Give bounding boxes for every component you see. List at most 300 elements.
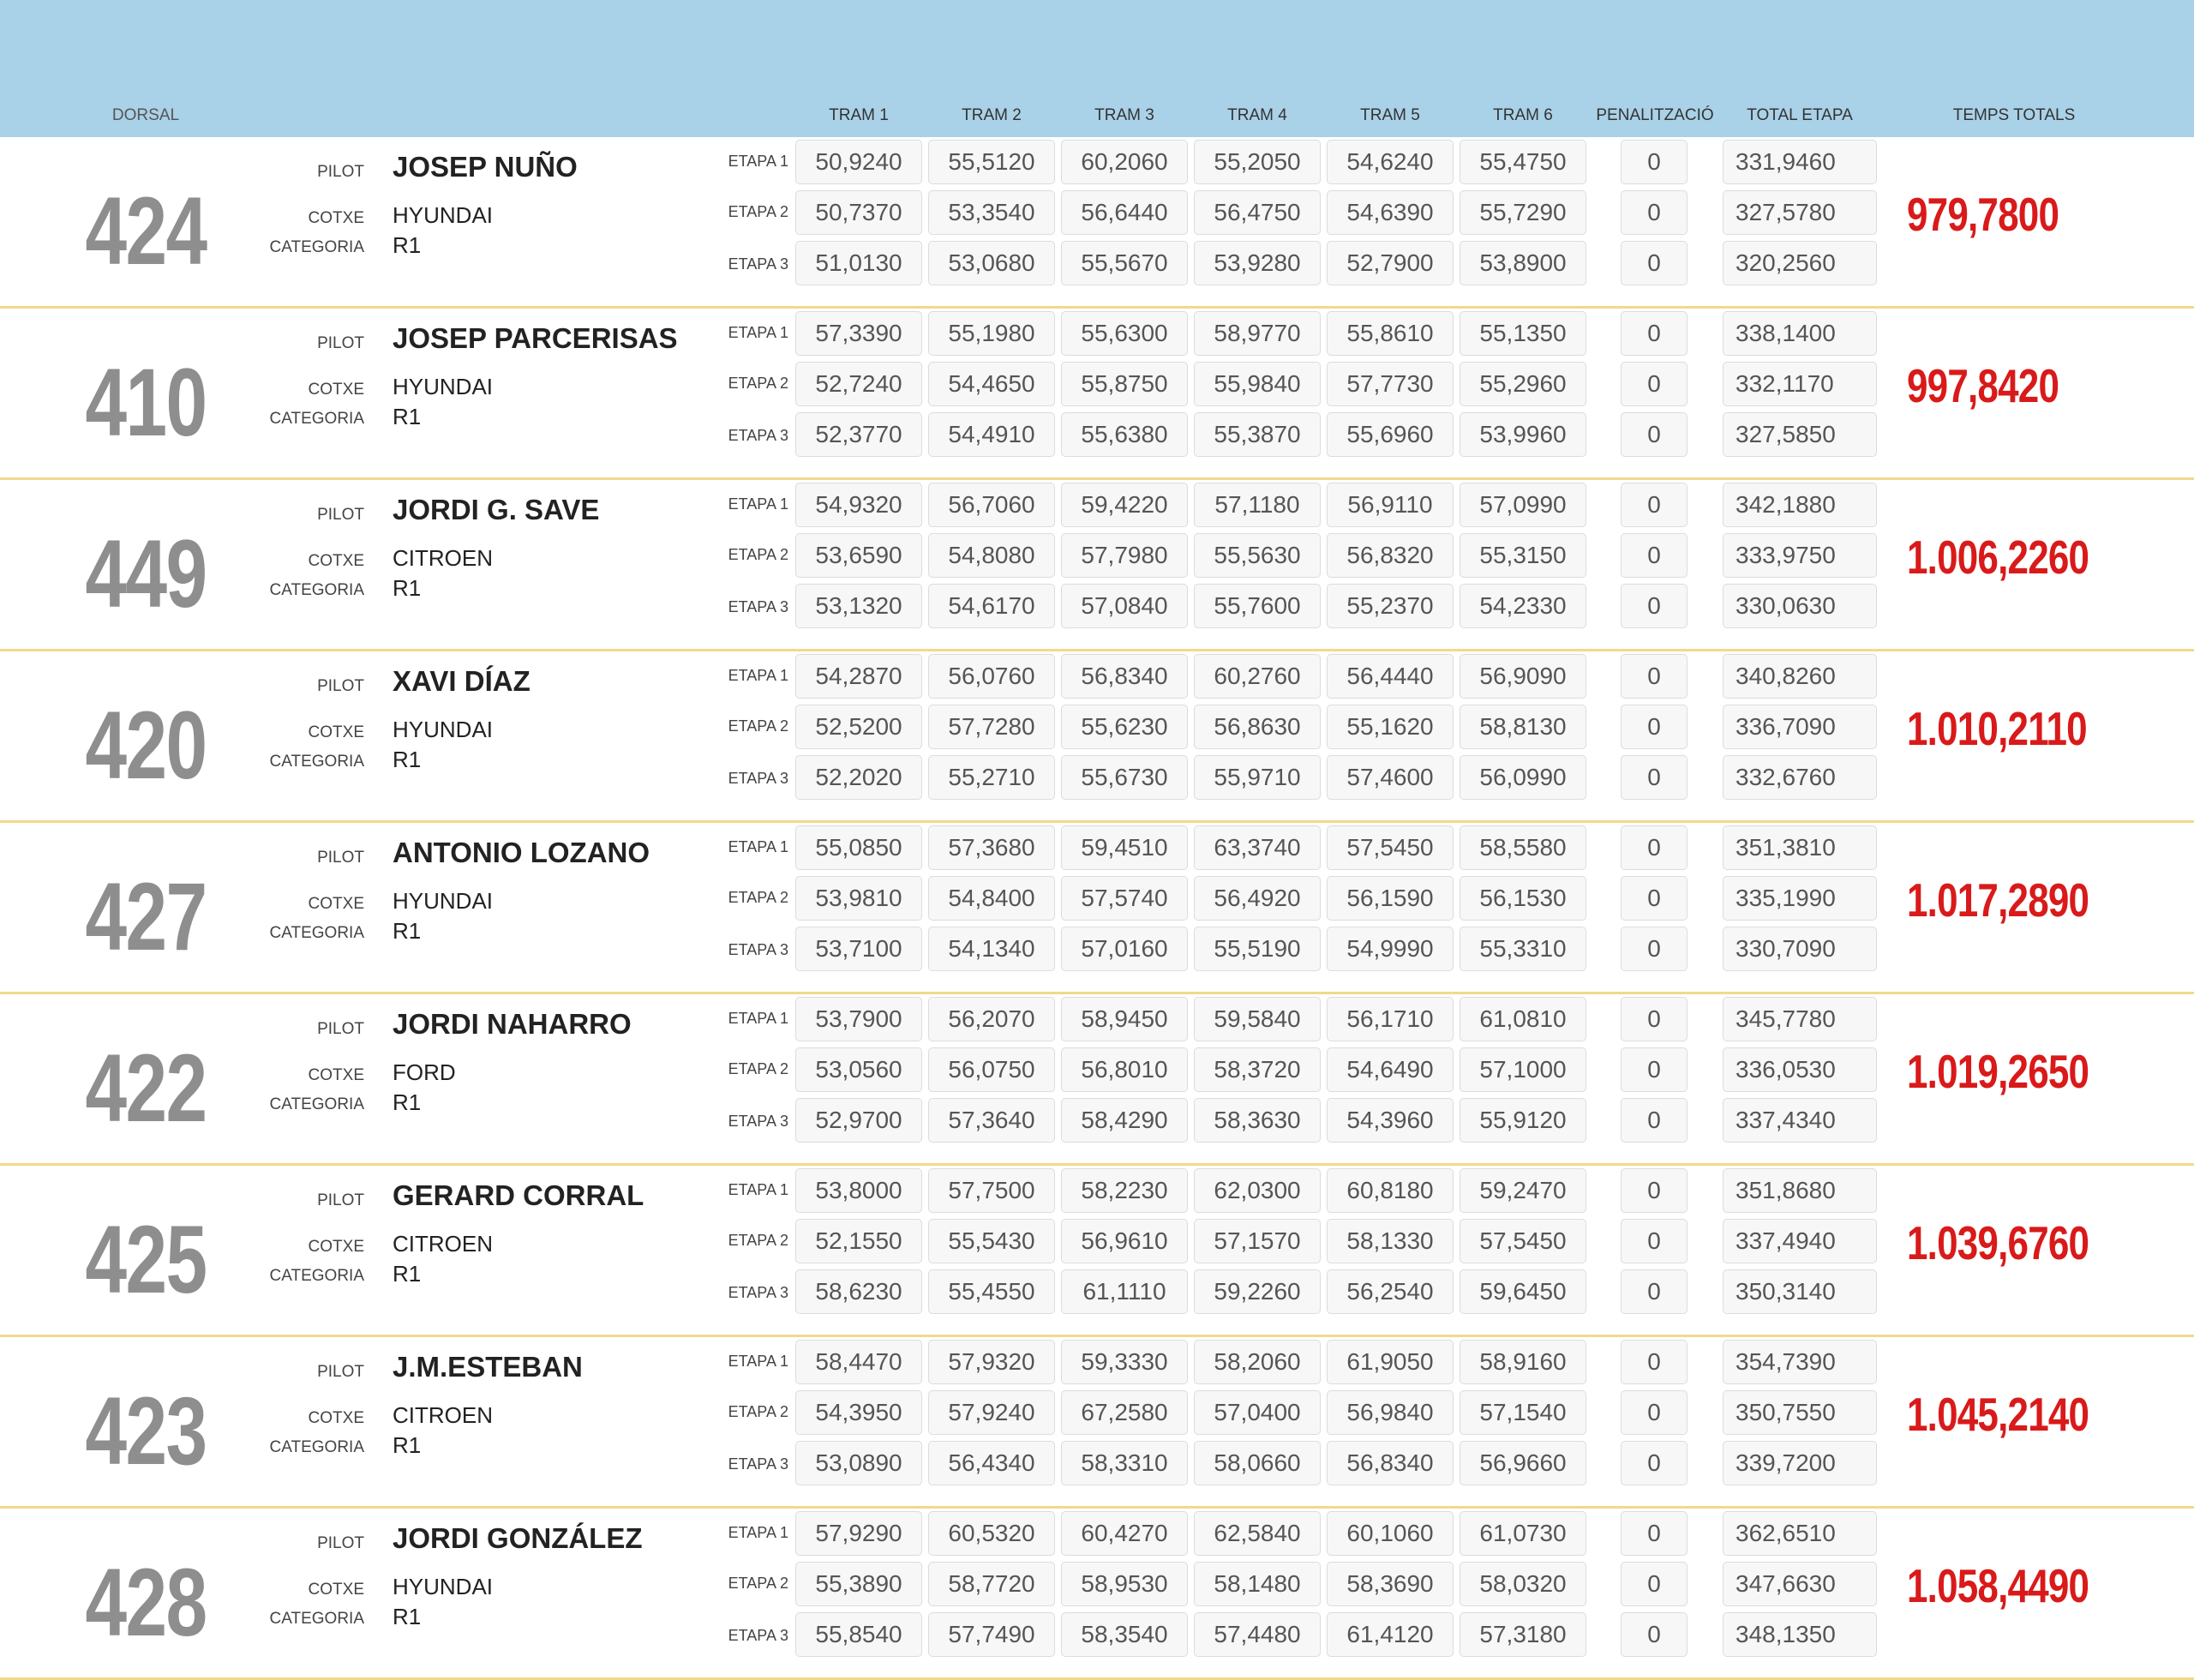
dorsal-number: 427 <box>85 863 207 970</box>
etapa-label: ETAPA 3 <box>728 770 788 787</box>
dorsal-number: 428 <box>85 1549 207 1656</box>
etapa-label: ETAPA 1 <box>728 1353 788 1370</box>
dorsal-number: 449 <box>85 520 207 627</box>
tram-time-cell: 58,2230 <box>1061 1168 1188 1213</box>
category-value: R1 <box>393 1432 422 1458</box>
tram-time-cell: 51,0130 <box>795 241 922 285</box>
header-tram-4: TRAM 4 <box>1227 106 1287 124</box>
penalty-cell: 0 <box>1621 483 1687 527</box>
tram-time-cell: 57,1180 <box>1194 483 1321 527</box>
tram-time-cell: 57,1540 <box>1460 1390 1586 1435</box>
etapa-label: ETAPA 1 <box>728 1010 788 1027</box>
tram-time-cell: 53,8900 <box>1460 241 1586 285</box>
tram-time-cell: 57,5450 <box>1460 1219 1586 1263</box>
categoria-label: CATEGORIA <box>269 924 364 942</box>
etapa-label: ETAPA 2 <box>728 717 788 735</box>
tram-time-cell: 56,1530 <box>1460 876 1586 921</box>
total-time: 997,8420 <box>1907 359 2059 412</box>
stage-total-cell: 330,7090 <box>1723 927 1877 971</box>
car-model: CITROEN <box>393 1402 493 1428</box>
tram-time-cell: 54,3960 <box>1327 1098 1454 1143</box>
penalty-cell: 0 <box>1621 1511 1687 1556</box>
tram-time-cell: 50,9240 <box>795 140 922 184</box>
tram-time-cell: 54,8080 <box>928 533 1055 578</box>
tram-time-cell: 58,6230 <box>795 1269 922 1314</box>
total-time: 1.019,2650 <box>1907 1045 2089 1098</box>
tram-time-cell: 60,8180 <box>1327 1168 1454 1213</box>
header-tram-3: TRAM 3 <box>1094 106 1154 124</box>
penalty-cell: 0 <box>1621 533 1687 578</box>
categoria-label: CATEGORIA <box>269 753 364 771</box>
stage-total-cell: 331,9460 <box>1723 140 1877 184</box>
tram-time-cell: 55,9840 <box>1194 362 1321 406</box>
tram-time-cell: 55,8540 <box>795 1612 922 1657</box>
result-row <box>0 651 2194 823</box>
header-dorsal: DORSAL <box>111 106 180 124</box>
tram-time-cell: 56,9840 <box>1327 1390 1454 1435</box>
tram-time-cell: 60,5320 <box>928 1511 1055 1556</box>
header-tram-1: TRAM 1 <box>829 106 889 124</box>
tram-time-cell: 59,3330 <box>1061 1340 1188 1384</box>
tram-time-cell: 57,5450 <box>1327 825 1454 870</box>
tram-time-cell: 60,2060 <box>1061 140 1188 184</box>
total-time: 1.045,2140 <box>1907 1388 2089 1441</box>
tram-time-cell: 56,8320 <box>1327 533 1454 578</box>
penalty-cell: 0 <box>1621 1390 1687 1435</box>
result-row <box>0 1337 2194 1509</box>
tram-time-cell: 56,0760 <box>928 654 1055 699</box>
stage-total-cell: 332,1170 <box>1723 362 1877 406</box>
tram-time-cell: 56,8340 <box>1061 654 1188 699</box>
result-row <box>0 480 2194 651</box>
category-value: R1 <box>393 918 422 944</box>
pilot-name: XAVI DÍAZ <box>393 665 531 697</box>
pilot-label: PILOT <box>317 677 364 695</box>
tram-time-cell: 58,9770 <box>1194 311 1321 356</box>
stage-total-cell: 350,3140 <box>1723 1269 1877 1314</box>
tram-time-cell: 58,9450 <box>1061 997 1188 1041</box>
pilot-label: PILOT <box>317 1363 364 1381</box>
tram-time-cell: 56,8010 <box>1061 1047 1188 1092</box>
stage-total-cell: 354,7390 <box>1723 1340 1877 1384</box>
dorsal-number: 424 <box>85 177 207 285</box>
total-time: 1.010,2110 <box>1907 702 2087 755</box>
tram-time-cell: 55,8610 <box>1327 311 1454 356</box>
tram-time-cell: 53,7100 <box>795 927 922 971</box>
tram-time-cell: 59,4510 <box>1061 825 1188 870</box>
penalty-cell: 0 <box>1621 1269 1687 1314</box>
cotxe-label: COTXE <box>308 381 364 399</box>
pilot-label: PILOT <box>317 1191 364 1209</box>
tram-time-cell: 61,4120 <box>1327 1612 1454 1657</box>
car-model: CITROEN <box>393 545 493 571</box>
tram-time-cell: 57,9240 <box>928 1390 1055 1435</box>
etapa-label: ETAPA 1 <box>728 1181 788 1198</box>
tram-time-cell: 56,0750 <box>928 1047 1055 1092</box>
tram-time-cell: 52,7900 <box>1327 241 1454 285</box>
tram-time-cell: 57,3640 <box>928 1098 1055 1143</box>
car-model: HYUNDAI <box>393 202 494 228</box>
category-value: R1 <box>393 404 422 429</box>
stage-total-cell: 327,5850 <box>1723 412 1877 457</box>
tram-time-cell: 58,3690 <box>1327 1562 1454 1606</box>
cotxe-label: COTXE <box>308 895 364 913</box>
tram-time-cell: 56,2540 <box>1327 1269 1454 1314</box>
tram-time-cell: 56,1710 <box>1327 997 1454 1041</box>
tram-time-cell: 57,3390 <box>795 311 922 356</box>
etapa-label: ETAPA 2 <box>728 1403 788 1420</box>
tram-time-cell: 56,7060 <box>928 483 1055 527</box>
tram-time-cell: 58,3310 <box>1061 1441 1188 1485</box>
result-row <box>0 309 2194 480</box>
category-value: R1 <box>393 1604 422 1629</box>
tram-time-cell: 55,5430 <box>928 1219 1055 1263</box>
tram-time-cell: 55,6380 <box>1061 412 1188 457</box>
pilot-label: PILOT <box>317 849 364 867</box>
result-row <box>0 1509 2194 1680</box>
tram-time-cell: 57,4480 <box>1194 1612 1321 1657</box>
tram-time-cell: 55,2710 <box>928 755 1055 800</box>
dorsal-number: 425 <box>85 1206 207 1313</box>
etapa-label: ETAPA 2 <box>728 1575 788 1592</box>
pilot-name: GERARD CORRAL <box>393 1179 644 1211</box>
header-bar <box>0 0 2194 137</box>
stage-total-cell: 332,6760 <box>1723 755 1877 800</box>
stage-total-cell: 335,1990 <box>1723 876 1877 921</box>
tram-time-cell: 59,4220 <box>1061 483 1188 527</box>
tram-time-cell: 67,2580 <box>1061 1390 1188 1435</box>
result-row <box>0 994 2194 1166</box>
tram-time-cell: 57,9320 <box>928 1340 1055 1384</box>
pilot-label: PILOT <box>317 1020 364 1038</box>
tram-time-cell: 55,5670 <box>1061 241 1188 285</box>
stage-total-cell: 345,7780 <box>1723 997 1877 1041</box>
tram-time-cell: 60,4270 <box>1061 1511 1188 1556</box>
result-row <box>0 1166 2194 1337</box>
tram-time-cell: 58,7720 <box>928 1562 1055 1606</box>
penalty-cell: 0 <box>1621 927 1687 971</box>
tram-time-cell: 53,7900 <box>795 997 922 1041</box>
tram-time-cell: 58,3540 <box>1061 1612 1188 1657</box>
tram-time-cell: 57,4600 <box>1327 755 1454 800</box>
tram-time-cell: 53,0890 <box>795 1441 922 1485</box>
tram-time-cell: 55,3890 <box>795 1562 922 1606</box>
etapa-label: ETAPA 3 <box>728 598 788 615</box>
cotxe-label: COTXE <box>308 723 364 741</box>
tram-time-cell: 57,0990 <box>1460 483 1586 527</box>
etapa-label: ETAPA 3 <box>728 1627 788 1644</box>
tram-time-cell: 55,6230 <box>1061 705 1188 749</box>
tram-time-cell: 58,0320 <box>1460 1562 1586 1606</box>
tram-time-cell: 58,9530 <box>1061 1562 1188 1606</box>
tram-time-cell: 52,2020 <box>795 755 922 800</box>
tram-time-cell: 56,2070 <box>928 997 1055 1041</box>
tram-time-cell: 54,3950 <box>795 1390 922 1435</box>
penalty-cell: 0 <box>1621 997 1687 1041</box>
tram-time-cell: 57,7490 <box>928 1612 1055 1657</box>
penalty-cell: 0 <box>1621 1098 1687 1143</box>
tram-time-cell: 57,3680 <box>928 825 1055 870</box>
stage-total-cell: 338,1400 <box>1723 311 1877 356</box>
total-time: 1.058,4490 <box>1907 1559 2089 1612</box>
tram-time-cell: 54,6240 <box>1327 140 1454 184</box>
pilot-name: JOSEP PARCERISAS <box>393 322 678 354</box>
tram-time-cell: 55,7600 <box>1194 584 1321 628</box>
pilot-label: PILOT <box>317 1534 364 1552</box>
tram-time-cell: 56,4340 <box>928 1441 1055 1485</box>
penalty-cell: 0 <box>1621 705 1687 749</box>
tram-time-cell: 55,7290 <box>1460 190 1586 235</box>
tram-time-cell: 55,1620 <box>1327 705 1454 749</box>
penalty-cell: 0 <box>1621 362 1687 406</box>
tram-time-cell: 58,3720 <box>1194 1047 1321 1092</box>
tram-time-cell: 52,3770 <box>795 412 922 457</box>
tram-time-cell: 61,0810 <box>1460 997 1586 1041</box>
etapa-label: ETAPA 2 <box>728 203 788 220</box>
etapa-label: ETAPA 2 <box>728 546 788 563</box>
tram-time-cell: 61,1110 <box>1061 1269 1188 1314</box>
cotxe-label: COTXE <box>308 552 364 570</box>
tram-time-cell: 59,2260 <box>1194 1269 1321 1314</box>
tram-time-cell: 53,9810 <box>795 876 922 921</box>
tram-time-cell: 53,8000 <box>795 1168 922 1213</box>
categoria-label: CATEGORIA <box>269 1095 364 1113</box>
penalty-cell: 0 <box>1621 190 1687 235</box>
tram-time-cell: 57,7980 <box>1061 533 1188 578</box>
tram-time-cell: 54,2870 <box>795 654 922 699</box>
car-model: HYUNDAI <box>393 1574 494 1599</box>
etapa-label: ETAPA 1 <box>728 1524 788 1541</box>
car-model: HYUNDAI <box>393 717 494 742</box>
penalty-cell: 0 <box>1621 1047 1687 1092</box>
tram-time-cell: 54,2330 <box>1460 584 1586 628</box>
stage-total-cell: 350,7550 <box>1723 1390 1877 1435</box>
dorsal-number: 410 <box>85 349 207 456</box>
categoria-label: CATEGORIA <box>269 238 364 256</box>
tram-time-cell: 57,9290 <box>795 1511 922 1556</box>
tram-time-cell: 52,5200 <box>795 705 922 749</box>
tram-time-cell: 57,0400 <box>1194 1390 1321 1435</box>
header-total-etapa: TOTAL ETAPA <box>1747 106 1853 124</box>
penalty-cell: 0 <box>1621 140 1687 184</box>
cotxe-label: COTXE <box>308 1066 364 1084</box>
tram-time-cell: 57,0160 <box>1061 927 1188 971</box>
tram-time-cell: 60,1060 <box>1327 1511 1454 1556</box>
categoria-label: CATEGORIA <box>269 410 364 428</box>
etapa-label: ETAPA 2 <box>728 889 788 906</box>
tram-time-cell: 61,0730 <box>1460 1511 1586 1556</box>
tram-time-cell: 53,3540 <box>928 190 1055 235</box>
etapa-label: ETAPA 3 <box>728 427 788 444</box>
tram-time-cell: 56,8630 <box>1194 705 1321 749</box>
tram-time-cell: 58,9160 <box>1460 1340 1586 1384</box>
car-model: FORD <box>393 1059 456 1085</box>
tram-time-cell: 54,8400 <box>928 876 1055 921</box>
etapa-label: ETAPA 3 <box>728 1284 788 1301</box>
header-tram-5: TRAM 5 <box>1360 106 1420 124</box>
tram-time-cell: 57,7280 <box>928 705 1055 749</box>
tram-time-cell: 60,2760 <box>1194 654 1321 699</box>
stage-total-cell: 327,5780 <box>1723 190 1877 235</box>
tram-time-cell: 58,4290 <box>1061 1098 1188 1143</box>
stage-total-cell: 336,7090 <box>1723 705 1877 749</box>
tram-time-cell: 63,3740 <box>1194 825 1321 870</box>
tram-time-cell: 56,9660 <box>1460 1441 1586 1485</box>
tram-time-cell: 54,9320 <box>795 483 922 527</box>
tram-time-cell: 59,6450 <box>1460 1269 1586 1314</box>
tram-time-cell: 52,7240 <box>795 362 922 406</box>
stage-total-cell: 337,4940 <box>1723 1219 1877 1263</box>
tram-time-cell: 55,2050 <box>1194 140 1321 184</box>
stage-total-cell: 351,8680 <box>1723 1168 1877 1213</box>
categoria-label: CATEGORIA <box>269 581 364 599</box>
pilot-label: PILOT <box>317 506 364 524</box>
tram-time-cell: 55,9120 <box>1460 1098 1586 1143</box>
tram-time-cell: 58,1330 <box>1327 1219 1454 1263</box>
category-value: R1 <box>393 232 422 258</box>
total-time: 1.006,2260 <box>1907 531 2089 584</box>
penalty-cell: 0 <box>1621 311 1687 356</box>
tram-time-cell: 59,2470 <box>1460 1168 1586 1213</box>
category-value: R1 <box>393 1089 422 1115</box>
tram-time-cell: 53,6590 <box>795 533 922 578</box>
tram-time-cell: 55,1350 <box>1460 311 1586 356</box>
header-temps-totals: TEMPS TOTALS <box>1952 106 2076 124</box>
cotxe-label: COTXE <box>308 1409 364 1427</box>
tram-time-cell: 55,3870 <box>1194 412 1321 457</box>
car-model: HYUNDAI <box>393 888 494 914</box>
penalty-cell: 0 <box>1621 1562 1687 1606</box>
dorsal-number: 423 <box>85 1377 207 1485</box>
tram-time-cell: 57,1000 <box>1460 1047 1586 1092</box>
tram-time-cell: 54,9990 <box>1327 927 1454 971</box>
tram-time-cell: 54,6170 <box>928 584 1055 628</box>
header-tram-6: TRAM 6 <box>1493 106 1553 124</box>
tram-time-cell: 55,2370 <box>1327 584 1454 628</box>
tram-time-cell: 55,0850 <box>795 825 922 870</box>
stage-total-cell: 347,6630 <box>1723 1562 1877 1606</box>
etapa-label: ETAPA 1 <box>728 495 788 513</box>
pilot-name: J.M.ESTEBAN <box>393 1351 583 1383</box>
tram-time-cell: 58,4470 <box>795 1340 922 1384</box>
tram-time-cell: 55,1980 <box>928 311 1055 356</box>
stage-total-cell: 351,3810 <box>1723 825 1877 870</box>
tram-time-cell: 53,1320 <box>795 584 922 628</box>
penalty-cell: 0 <box>1621 1219 1687 1263</box>
tram-time-cell: 58,2060 <box>1194 1340 1321 1384</box>
etapa-label: ETAPA 1 <box>728 153 788 170</box>
tram-time-cell: 55,5120 <box>928 140 1055 184</box>
tram-time-cell: 53,9280 <box>1194 241 1321 285</box>
tram-time-cell: 56,9610 <box>1061 1219 1188 1263</box>
tram-time-cell: 55,6730 <box>1061 755 1188 800</box>
etapa-label: ETAPA 1 <box>728 838 788 855</box>
tram-time-cell: 62,5840 <box>1194 1511 1321 1556</box>
result-row <box>0 823 2194 994</box>
penalty-cell: 0 <box>1621 584 1687 628</box>
tram-time-cell: 53,0560 <box>795 1047 922 1092</box>
penalty-cell: 0 <box>1621 654 1687 699</box>
tram-time-cell: 56,4440 <box>1327 654 1454 699</box>
etapa-label: ETAPA 2 <box>728 375 788 392</box>
tram-time-cell: 57,1570 <box>1194 1219 1321 1263</box>
etapa-label: ETAPA 2 <box>728 1232 788 1249</box>
total-time: 979,7800 <box>1907 188 2059 241</box>
tram-time-cell: 52,1550 <box>795 1219 922 1263</box>
cotxe-label: COTXE <box>308 209 364 227</box>
tram-time-cell: 55,2960 <box>1460 362 1586 406</box>
penalty-cell: 0 <box>1621 755 1687 800</box>
pilot-name: ANTONIO LOZANO <box>393 837 650 868</box>
tram-time-cell: 58,3630 <box>1194 1098 1321 1143</box>
stage-total-cell: 348,1350 <box>1723 1612 1877 1657</box>
pilot-label: PILOT <box>317 334 364 352</box>
tram-time-cell: 57,7730 <box>1327 362 1454 406</box>
tram-time-cell: 56,0990 <box>1460 755 1586 800</box>
tram-time-cell: 61,9050 <box>1327 1340 1454 1384</box>
pilot-label: PILOT <box>317 163 364 181</box>
tram-time-cell: 56,4750 <box>1194 190 1321 235</box>
dorsal-number: 422 <box>85 1035 207 1142</box>
tram-time-cell: 59,5840 <box>1194 997 1321 1041</box>
tram-time-cell: 57,3180 <box>1460 1612 1586 1657</box>
penalty-cell: 0 <box>1621 1441 1687 1485</box>
etapa-label: ETAPA 1 <box>728 667 788 684</box>
car-model: CITROEN <box>393 1231 493 1257</box>
etapa-label: ETAPA 3 <box>728 1455 788 1473</box>
stage-total-cell: 336,0530 <box>1723 1047 1877 1092</box>
etapa-label: ETAPA 3 <box>728 941 788 958</box>
tram-time-cell: 55,4750 <box>1460 140 1586 184</box>
etapa-label: ETAPA 3 <box>728 255 788 273</box>
car-model: HYUNDAI <box>393 374 494 399</box>
tram-time-cell: 56,1590 <box>1327 876 1454 921</box>
stage-total-cell: 320,2560 <box>1723 241 1877 285</box>
tram-time-cell: 55,8750 <box>1061 362 1188 406</box>
tram-time-cell: 55,9710 <box>1194 755 1321 800</box>
tram-time-cell: 54,6490 <box>1327 1047 1454 1092</box>
categoria-label: CATEGORIA <box>269 1438 364 1456</box>
stage-total-cell: 337,4340 <box>1723 1098 1877 1143</box>
tram-time-cell: 57,0840 <box>1061 584 1188 628</box>
tram-time-cell: 53,0680 <box>928 241 1055 285</box>
cotxe-label: COTXE <box>308 1238 364 1256</box>
tram-time-cell: 56,9110 <box>1327 483 1454 527</box>
tram-time-cell: 58,5580 <box>1460 825 1586 870</box>
tram-time-cell: 50,7370 <box>795 190 922 235</box>
tram-time-cell: 56,8340 <box>1327 1441 1454 1485</box>
tram-time-cell: 52,9700 <box>795 1098 922 1143</box>
dorsal-number: 420 <box>85 692 207 799</box>
etapa-label: ETAPA 1 <box>728 324 788 341</box>
tram-time-cell: 58,1480 <box>1194 1562 1321 1606</box>
etapa-label: ETAPA 3 <box>728 1113 788 1130</box>
penalty-cell: 0 <box>1621 241 1687 285</box>
tram-time-cell: 57,7500 <box>928 1168 1055 1213</box>
tram-time-cell: 55,3310 <box>1460 927 1586 971</box>
stage-total-cell: 342,1880 <box>1723 483 1877 527</box>
penalty-cell: 0 <box>1621 876 1687 921</box>
result-row <box>0 137 2194 309</box>
cotxe-label: COTXE <box>308 1581 364 1599</box>
stage-total-cell: 330,0630 <box>1723 584 1877 628</box>
penalty-cell: 0 <box>1621 412 1687 457</box>
tram-time-cell: 55,5630 <box>1194 533 1321 578</box>
stage-total-cell: 333,9750 <box>1723 533 1877 578</box>
tram-time-cell: 58,0660 <box>1194 1441 1321 1485</box>
penalty-cell: 0 <box>1621 1340 1687 1384</box>
pilot-name: JORDI GONZÁLEZ <box>393 1522 643 1554</box>
